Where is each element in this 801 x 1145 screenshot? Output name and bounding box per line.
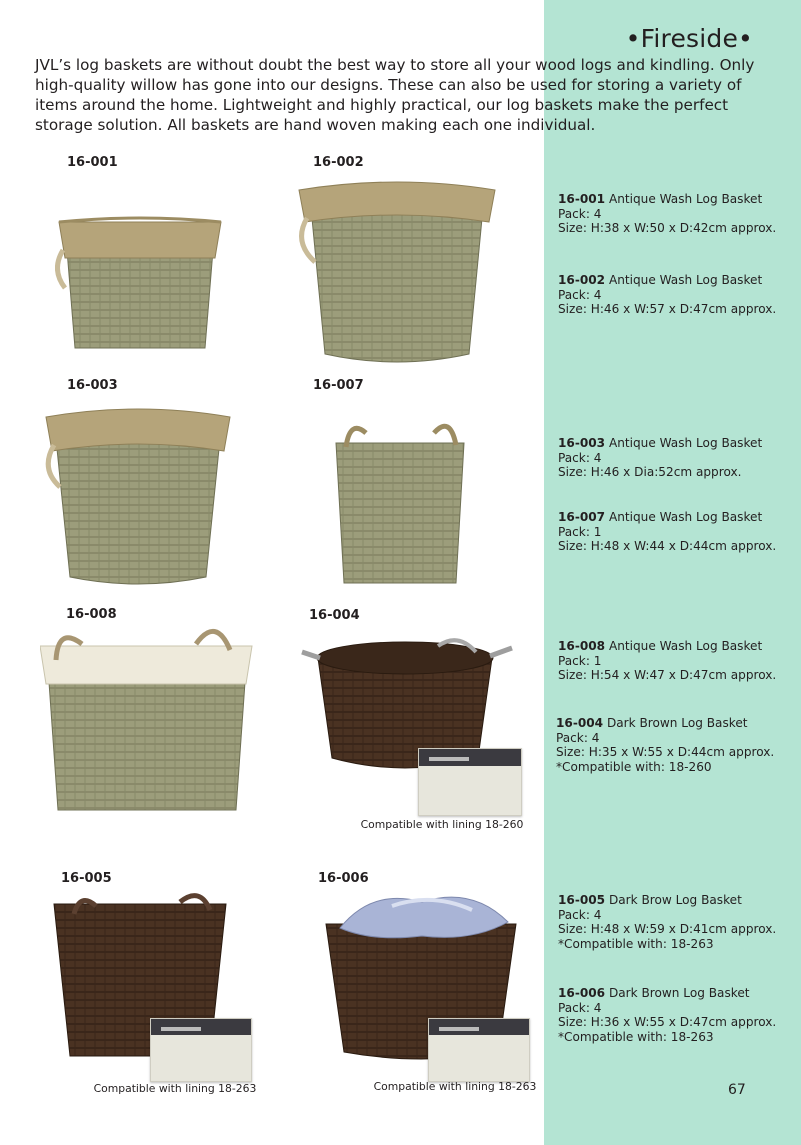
photo-label-16-005: 16-005 bbox=[61, 871, 112, 886]
spec-16-004 bbox=[556, 716, 796, 774]
intro-paragraph: JVL’s log baskets are without doubt the best way to store all your wood logs and kindling. Only high-quality willow has gone into our designs. These can also be used for storing a variety of items around the home. Lightweight and highly practical, our log baskets make the perfect storage solution. All baskets are hand woven making each one individual. bbox=[35, 56, 755, 134]
page-number: 67 bbox=[728, 1082, 746, 1098]
basket-photo-16-007 bbox=[328, 415, 472, 590]
spec-16-006 bbox=[558, 986, 798, 1044]
spec-size: Size: H:35 x W:55 x D:44cm approx. bbox=[556, 745, 775, 760]
section-title: •Fireside• bbox=[625, 24, 753, 53]
spec-16-007 bbox=[558, 510, 798, 554]
photo-label-16-007: 16-007 bbox=[313, 378, 364, 393]
spec-size: Size: H:38 x W:50 x D:42cm approx. bbox=[558, 221, 777, 236]
spec-pack: Pack: 4 bbox=[558, 1000, 602, 1015]
spec-compat: *Compatible with: 18-260 bbox=[556, 759, 712, 774]
spec-name: Antique Wash Log Basket bbox=[608, 273, 763, 287]
basket-photo-16-002 bbox=[297, 178, 497, 364]
spec-pack: Pack: 4 bbox=[558, 206, 602, 221]
liner-pack-18-263-b bbox=[428, 1018, 530, 1082]
spec-code: 16-001 bbox=[558, 192, 606, 206]
spec-code: 16-008 bbox=[558, 639, 606, 653]
spec-name: Dark Brown Log Basket bbox=[606, 716, 748, 730]
spec-name: Antique Wash Log Basket bbox=[608, 192, 763, 206]
spec-code: 16-007 bbox=[558, 510, 606, 524]
spec-size: Size: H:36 x W:55 x D:47cm approx. bbox=[558, 1015, 777, 1030]
spec-code: 16-005 bbox=[558, 893, 606, 907]
caption-lining-18-263-left: Compatible with lining 18-263 bbox=[93, 1082, 257, 1095]
photo-label-16-004: 16-004 bbox=[309, 608, 360, 623]
spec-16-003 bbox=[558, 436, 798, 480]
spec-code: 16-003 bbox=[558, 436, 606, 450]
spec-name: Dark Brow Log Basket bbox=[608, 893, 742, 907]
photo-label-16-001: 16-001 bbox=[67, 155, 118, 170]
spec-16-008 bbox=[558, 639, 798, 683]
side-panel bbox=[544, 0, 801, 1145]
caption-lining-18-263-right: Compatible with lining 18-263 bbox=[373, 1080, 537, 1093]
spec-name: Antique Wash Log Basket bbox=[608, 436, 763, 450]
spec-size: Size: H:48 x W:59 x D:41cm approx. bbox=[558, 922, 777, 937]
basket-photo-16-001 bbox=[55, 210, 225, 355]
spec-size: Size: H:46 x W:57 x D:47cm approx. bbox=[558, 302, 777, 317]
spec-code: 16-002 bbox=[558, 273, 606, 287]
spec-16-001 bbox=[558, 192, 798, 236]
spec-size: Size: H:46 x Dia:52cm approx. bbox=[558, 465, 742, 480]
spec-size: Size: H:48 x W:44 x D:44cm approx. bbox=[558, 539, 777, 554]
spec-pack: Pack: 4 bbox=[556, 730, 600, 745]
spec-pack: Pack: 4 bbox=[558, 287, 602, 302]
basket-photo-16-003 bbox=[44, 405, 232, 585]
spec-size: Size: H:54 x W:47 x D:47cm approx. bbox=[558, 668, 777, 683]
spec-pack: Pack: 1 bbox=[558, 653, 602, 668]
liner-pack-18-263-a bbox=[150, 1018, 252, 1082]
photo-label-16-003: 16-003 bbox=[67, 378, 118, 393]
spec-name: Antique Wash Log Basket bbox=[608, 510, 763, 524]
spec-16-005 bbox=[558, 893, 798, 951]
caption-lining-18-260: Compatible with lining 18-260 bbox=[360, 818, 524, 831]
spec-16-002 bbox=[558, 273, 798, 317]
spec-pack: Pack: 4 bbox=[558, 907, 602, 922]
spec-compat: *Compatible with: 18-263 bbox=[558, 936, 714, 951]
spec-name: Dark Brown Log Basket bbox=[608, 986, 750, 1000]
spec-pack: Pack: 4 bbox=[558, 450, 602, 465]
basket-photo-16-008 bbox=[40, 620, 254, 816]
spec-compat: *Compatible with: 18-263 bbox=[558, 1029, 714, 1044]
spec-code: 16-004 bbox=[556, 716, 604, 730]
spec-name: Antique Wash Log Basket bbox=[608, 639, 763, 653]
photo-label-16-008: 16-008 bbox=[66, 607, 117, 622]
liner-pack-18-260 bbox=[418, 748, 522, 816]
spec-code: 16-006 bbox=[558, 986, 606, 1000]
photo-label-16-002: 16-002 bbox=[313, 155, 364, 170]
photo-label-16-006: 16-006 bbox=[318, 871, 369, 886]
spec-pack: Pack: 1 bbox=[558, 524, 602, 539]
